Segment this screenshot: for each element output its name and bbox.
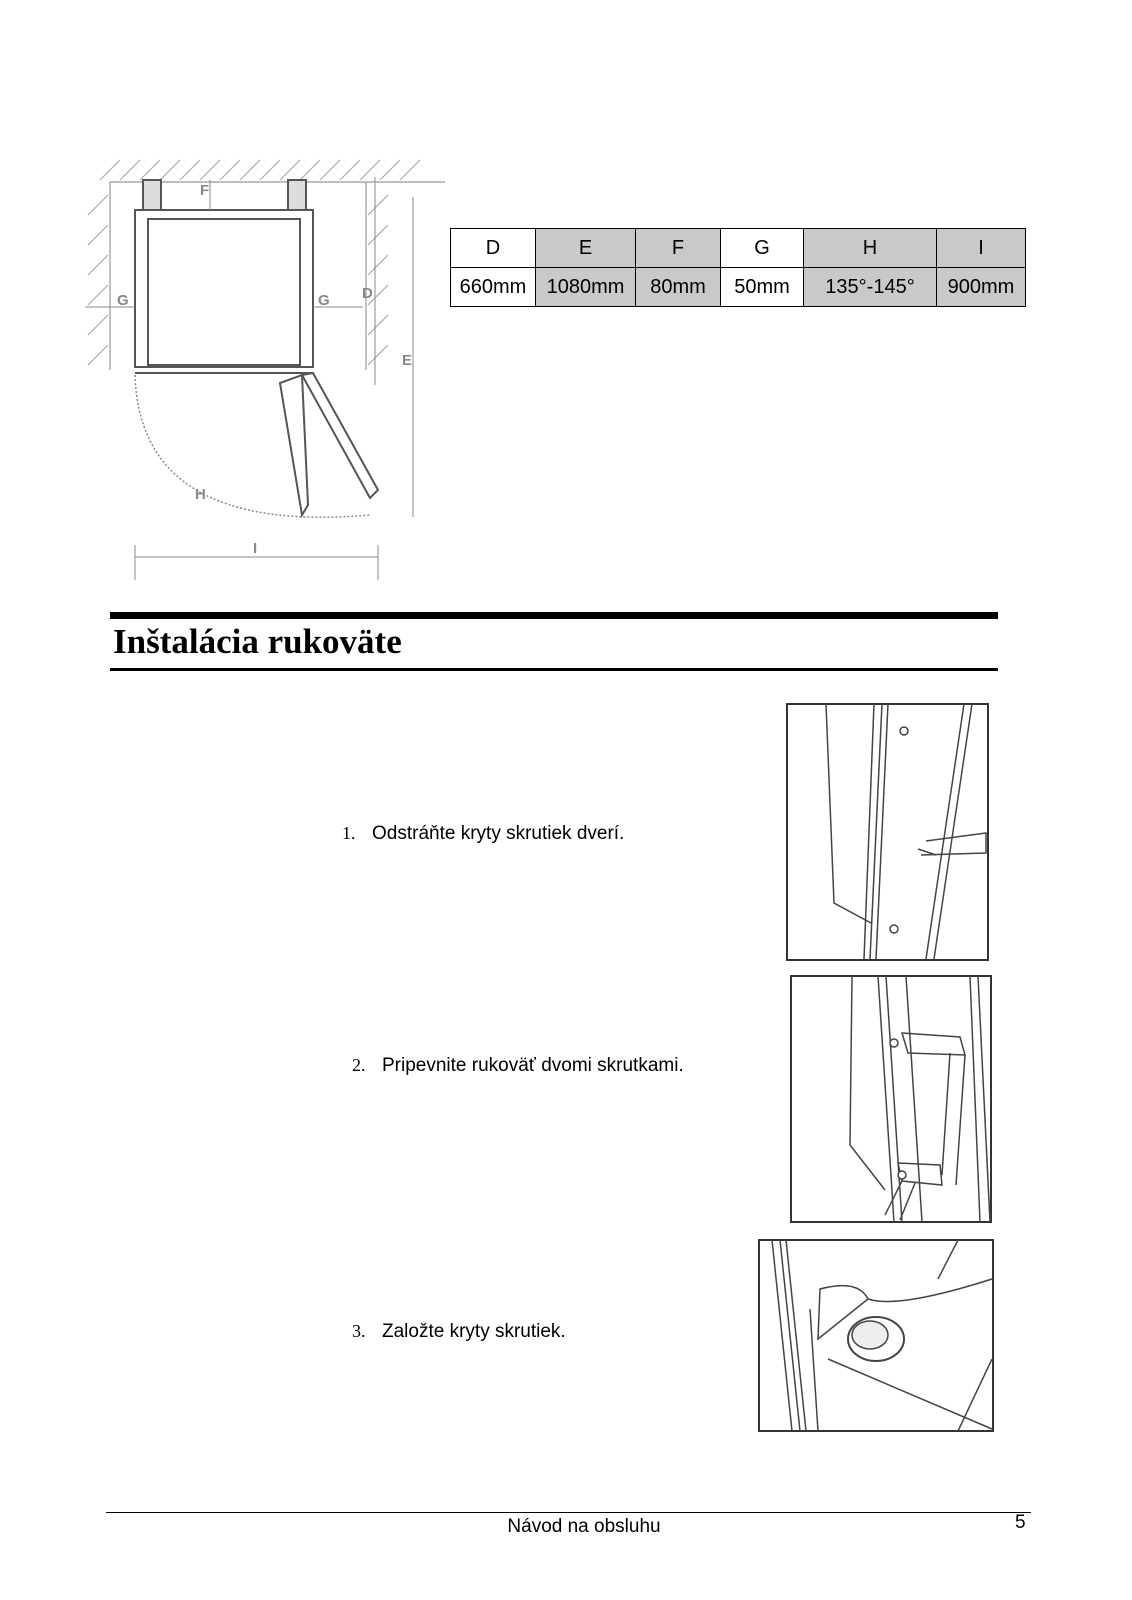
table-value-cell: 900mm (937, 268, 1026, 307)
table-header-row (451, 229, 1026, 268)
step-number: 3. (352, 1321, 366, 1341)
label-f: F (200, 182, 210, 199)
step-3 (352, 1321, 566, 1343)
dimensions-table (450, 228, 1026, 307)
section-title: Inštalácia rukoväte (113, 622, 402, 661)
table-header-cell: D (451, 229, 536, 268)
table-value-cell: 135°-145° (804, 268, 937, 307)
table-value-cell: 80mm (636, 268, 721, 307)
label-e: E (402, 352, 413, 369)
insert-screw-covers-illustration (758, 1239, 994, 1432)
table-header-cell: E (536, 229, 636, 268)
fridge-clearance-diagram (80, 155, 450, 595)
step-text: Pripevnite rukoväť dvomi skrutkami. (382, 1055, 684, 1076)
table-header-cell: F (636, 229, 721, 268)
label-d: D (362, 285, 373, 302)
footer-title: Návod na obsluhu (507, 1516, 661, 1537)
label-g-left: G (117, 292, 129, 309)
step-number: 2. (352, 1055, 366, 1075)
table-header-cell: I (937, 229, 1026, 268)
step-2 (352, 1055, 684, 1077)
step-text: Odstráňte kryty skrutiek dverí. (372, 823, 625, 844)
handle-screws-illustration (790, 975, 992, 1223)
table-value-cell: 1080mm (536, 268, 636, 307)
heading-rule-bottom (110, 668, 998, 671)
heading-rule-top (110, 612, 998, 619)
step-number: 1. (342, 823, 356, 843)
step-text: Založte kryty skrutiek. (382, 1321, 566, 1342)
table-value-cell: 50mm (721, 268, 804, 307)
label-h: H (195, 486, 206, 503)
step-1 (342, 823, 624, 845)
door-screw-covers-illustration (786, 703, 989, 961)
footer-rule (106, 1512, 1031, 1513)
table-value-row (451, 268, 1026, 307)
table-value-cell: 660mm (451, 268, 536, 307)
page-number: 5 (1015, 1512, 1026, 1533)
label-i: I (253, 540, 258, 557)
table-header-cell: H (804, 229, 937, 268)
table-header-cell: G (721, 229, 804, 268)
label-g-right: G (318, 292, 330, 309)
